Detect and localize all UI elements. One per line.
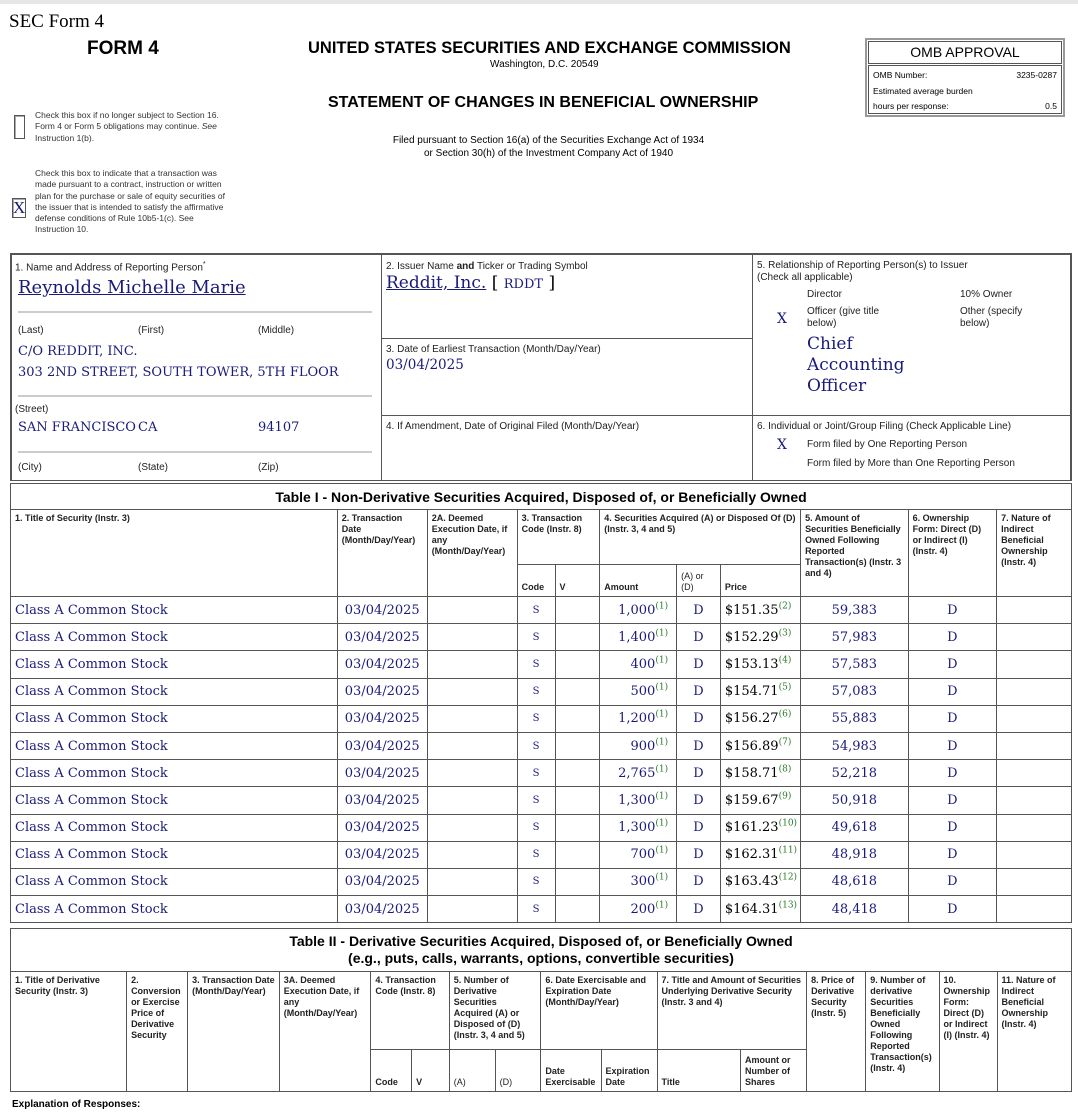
- amount-owned: 50,918: [801, 787, 909, 814]
- amount-owned: 48,918: [801, 841, 909, 868]
- amount-owned: 57,583: [801, 651, 909, 678]
- table-row: [11, 896, 1072, 923]
- t2-sub-v: V: [412, 1050, 450, 1092]
- table-row: [11, 868, 1072, 895]
- ownership-form: D: [908, 760, 997, 787]
- nature-of-ownership: [997, 705, 1072, 732]
- address-line1: C/O REDDIT, INC.: [18, 344, 138, 359]
- nature-of-ownership: [997, 868, 1072, 895]
- transaction-code: S: [517, 760, 555, 787]
- explanation-heading: Explanation of Responses:: [12, 1099, 141, 1110]
- transaction-date: 03/04/2025: [337, 651, 427, 678]
- street-label: (Street): [15, 404, 49, 415]
- nature-of-ownership: [997, 841, 1072, 868]
- nature-of-ownership: [997, 732, 1072, 759]
- footnote-ref: (2): [778, 601, 792, 612]
- transaction-code: S: [517, 705, 555, 732]
- transaction-date: 03/04/2025: [337, 868, 427, 895]
- omb-approval-box: [865, 38, 1065, 117]
- t1-col-deemed: 2A. Deemed Execution Date, if any (Month/Day/Year): [427, 510, 517, 597]
- acquired-or-disposed: D: [677, 651, 721, 678]
- table-row: [11, 624, 1072, 651]
- v-flag: [555, 841, 600, 868]
- transaction-code: S: [517, 624, 555, 651]
- transaction-date: 03/04/2025: [337, 624, 427, 651]
- amount: 1,300$^{(1)}$: [600, 787, 677, 814]
- security-title: Class A Common Stock: [11, 624, 338, 651]
- price: $154.71$^{(5)}$: [720, 678, 800, 705]
- footnote-ref: (5): [778, 682, 792, 693]
- v-flag: [555, 651, 600, 678]
- one-person-checkmark: X: [777, 437, 787, 453]
- other-option: Other (specify below): [960, 306, 1023, 329]
- t1-sub-a-or-d: (A) or (D): [677, 565, 721, 597]
- first-label: (First): [138, 325, 165, 336]
- t1-sub-price: Price: [720, 565, 800, 597]
- t1-col-owned: 5. Amount of Securities Beneficially Owned Following Reported Transaction(s) (Instr. 3 and 4): [801, 510, 909, 597]
- ownership-form: D: [908, 597, 997, 624]
- ownership-form: D: [908, 624, 997, 651]
- ownership-form: D: [908, 896, 997, 923]
- transaction-date: 03/04/2025: [337, 841, 427, 868]
- table-row: [11, 814, 1072, 841]
- footnote-ref: (6): [778, 710, 792, 721]
- earliest-transaction-date: 03/04/2025: [386, 357, 464, 373]
- amount: 200$^{(1)}$: [600, 896, 677, 923]
- nature-of-ownership: [997, 597, 1072, 624]
- transaction-date: 03/04/2025: [337, 705, 427, 732]
- v-flag: [555, 760, 600, 787]
- omb-number-label: OMB Number:: [873, 70, 928, 80]
- deemed-date: [427, 705, 517, 732]
- price: $156.27$^{(6)}$: [720, 705, 800, 732]
- text-post: Instruction 1(b).: [35, 132, 95, 143]
- t1-col-form: 6. Ownership Form: Direct (D) or Indirect (I) (Instr. 4): [908, 510, 997, 597]
- transaction-date: 03/04/2025: [337, 760, 427, 787]
- amount-owned: 48,618: [801, 868, 909, 895]
- amount: 2,765$^{(1)}$: [600, 760, 677, 787]
- footnote-ref: (1): [655, 818, 669, 829]
- acquired-or-disposed: D: [677, 760, 721, 787]
- divider: [18, 395, 372, 397]
- t2-sub-code: Code: [371, 1050, 412, 1092]
- ownership-form: D: [908, 868, 997, 895]
- t2-col-owned: 9. Number of derivative Securities Beneficially Owned Following Reported Transaction(s) (Instr. 4): [866, 972, 939, 1092]
- zip-value: 94107: [258, 420, 300, 435]
- deemed-date: [427, 841, 517, 868]
- table-row: [11, 787, 1072, 814]
- t2-sub-amount: Amount or Number of Shares: [740, 1050, 806, 1092]
- issuer-line: [386, 273, 555, 293]
- text-see: See: [201, 121, 217, 132]
- reporting-person-name-link[interactable]: Reynolds Michelle Marie: [18, 277, 246, 298]
- transaction-date: 03/04/2025: [337, 678, 427, 705]
- table-derivative: [10, 928, 1072, 1092]
- footnote-ref: (1): [655, 710, 669, 721]
- box6-label: 6. Individual or Joint/Group Filing (Check Applicable Line): [757, 421, 1012, 432]
- transaction-code: S: [517, 896, 555, 923]
- zip-label: (Zip): [258, 462, 279, 473]
- city-label: (City): [18, 462, 42, 473]
- v-flag: [555, 678, 600, 705]
- rule-10b5-checkbox[interactable]: X: [13, 198, 26, 217]
- deemed-date: [427, 896, 517, 923]
- footnote-ref: (10): [778, 818, 798, 829]
- officer-option: Officer (give title below): [807, 306, 880, 329]
- security-title: Class A Common Stock: [11, 705, 338, 732]
- acquired-or-disposed: D: [677, 624, 721, 651]
- filed-pursuant-line2: or Section 30(h) of the Investment Company Act of 1940: [423, 147, 674, 159]
- footnote-ref: (1): [655, 845, 669, 856]
- transaction-code: S: [517, 732, 555, 759]
- omb-title: OMB APPROVAL: [868, 41, 1062, 64]
- last-label: (Last): [18, 325, 44, 336]
- transaction-date: 03/04/2025: [337, 896, 427, 923]
- state-value: CA: [138, 420, 158, 435]
- security-title: Class A Common Stock: [11, 760, 338, 787]
- document-title: SEC Form 4: [9, 11, 105, 32]
- price: $153.13$^{(4)}$: [720, 651, 800, 678]
- t2-col-underlying: 7. Title and Amount of Securities Underlying Derivative Security (Instr. 3 and 4): [657, 972, 807, 1050]
- footnote-ref: (1): [655, 873, 669, 884]
- transaction-code: S: [517, 868, 555, 895]
- amount-owned: 59,383: [801, 597, 909, 624]
- t2-col-nature: 11. Nature of Indirect Beneficial Ownership (Instr. 4): [997, 972, 1071, 1092]
- deemed-date: [427, 814, 517, 841]
- acquired-or-disposed: D: [677, 896, 721, 923]
- footnote-ref: (11): [778, 845, 798, 856]
- ownership-form: D: [908, 814, 997, 841]
- nature-of-ownership: [997, 678, 1072, 705]
- ownership-form: D: [908, 705, 997, 732]
- omb-hours-value: 0.5: [1045, 101, 1057, 111]
- acquired-or-disposed: D: [677, 787, 721, 814]
- footnote-ref: (1): [655, 764, 669, 775]
- amount-owned: 49,618: [801, 814, 909, 841]
- t2-col-form: 10. Ownership Form: Direct (D) or Indirect (I) (Instr. 4): [939, 972, 997, 1092]
- footnote-ref: (1): [655, 791, 669, 802]
- agency-location: Washington, D.C. 20549: [490, 59, 599, 70]
- one-person-option: Form filed by One Reporting Person: [807, 439, 968, 450]
- deemed-date: [427, 868, 517, 895]
- nature-of-ownership: [997, 651, 1072, 678]
- city-value: SAN FRANCISCO: [18, 420, 136, 435]
- security-title: Class A Common Stock: [11, 868, 338, 895]
- v-flag: [555, 787, 600, 814]
- deemed-date: [427, 787, 517, 814]
- amount-owned: 57,083: [801, 678, 909, 705]
- transaction-code: S: [517, 678, 555, 705]
- t1-col-date: 2. Transaction Date (Month/Day/Year): [337, 510, 427, 597]
- reporting-person-box: [10, 253, 382, 481]
- nature-of-ownership: [997, 624, 1072, 651]
- omb-burden-label: Estimated average burden: [873, 85, 973, 96]
- state-label: (State): [138, 462, 169, 473]
- transaction-date: 03/04/2025: [337, 597, 427, 624]
- transaction-date: 03/04/2025: [337, 787, 427, 814]
- footnote-ref: (9): [778, 791, 792, 802]
- acquired-or-disposed: D: [677, 705, 721, 732]
- deemed-date: [427, 678, 517, 705]
- t2-sub-title: Title: [657, 1050, 740, 1092]
- security-title: Class A Common Stock: [11, 787, 338, 814]
- text-pre: Check this box if no longer subject to Section 16. Form 4 or Form 5 obligations may continue.: [35, 110, 219, 132]
- price: $151.35$^{(2)}$: [720, 597, 800, 624]
- middle-label: (Middle): [258, 325, 295, 336]
- security-title: Class A Common Stock: [11, 841, 338, 868]
- v-flag: [555, 705, 600, 732]
- acquired-or-disposed: D: [677, 814, 721, 841]
- footnote-ref: (1): [655, 628, 669, 639]
- v-flag: [555, 732, 600, 759]
- earliest-transaction-box: [381, 338, 753, 416]
- t2-sub-a: (A): [449, 1050, 495, 1092]
- v-flag: [555, 597, 600, 624]
- security-title: Class A Common Stock: [11, 896, 338, 923]
- acquired-or-disposed: D: [677, 841, 721, 868]
- t2-sub-date-exercisable: Date Exercisable: [541, 1050, 601, 1092]
- table-row: [11, 678, 1072, 705]
- officer-title: Chief Accounting Officer: [807, 334, 905, 396]
- t2-col-title: 1. Title of Derivative Security (Instr. 3): [11, 972, 127, 1092]
- filing-type-box: [752, 415, 1072, 481]
- table-row: [11, 597, 1072, 624]
- ticker-symbol: RDDT: [503, 277, 544, 292]
- amount: 400$^{(1)}$: [600, 651, 677, 678]
- table1-body: [11, 597, 1072, 923]
- omb-hours-label: hours per response:: [873, 101, 949, 111]
- ownership-form: D: [908, 651, 997, 678]
- officer-checkmark: X: [777, 311, 787, 327]
- t2-col-number: 5. Number of Derivative Securities Acquired (A) or Disposed of (D) (Instr. 3, 4 and 5): [449, 972, 541, 1050]
- issuer-box: [381, 253, 753, 339]
- address-line2: 303 2ND STREET, SOUTH TOWER, 5TH FLOOR: [18, 365, 339, 380]
- footnote-ref: (1): [655, 737, 669, 748]
- amount-owned: 54,983: [801, 732, 909, 759]
- footnote-ref: (13): [778, 900, 798, 911]
- filed-pursuant: [376, 135, 721, 160]
- footnote-ref: (1): [655, 655, 669, 666]
- deemed-date: [427, 651, 517, 678]
- t1-col-title: 1. Title of Security (Instr. 3): [11, 510, 338, 597]
- rule-10b5-text: Check this box to indicate that a transaction was made pursuant to a contract, instruction or written plan for the purchase or sale of equity securities of the issuer that is intended to satisfy the affirmative defense conditions of Rule 10b5-1(c). See Instruction 10.: [35, 168, 225, 235]
- transaction-code: S: [517, 841, 555, 868]
- amount: 1,300$^{(1)}$: [600, 814, 677, 841]
- transaction-code: S: [517, 651, 555, 678]
- t1-col-acquired: 4. Securities Acquired (A) or Disposed Of (D) (Instr. 3, 4 and 5): [600, 510, 801, 565]
- footnote-ref: (8): [778, 764, 792, 775]
- price: $161.23$^{(10)}$: [720, 814, 800, 841]
- amount-owned: 48,418: [801, 896, 909, 923]
- v-flag: [555, 868, 600, 895]
- no-longer-subject-checkbox[interactable]: [14, 115, 25, 139]
- footnote-ref: (4): [778, 655, 792, 666]
- box2-label: 2. Issuer Name and Ticker or Trading Symbol: [386, 261, 588, 272]
- transaction-code: S: [517, 814, 555, 841]
- price: $158.71$^{(8)}$: [720, 760, 800, 787]
- t2-col-code: 4. Transaction Code (Instr. 8): [371, 972, 449, 1050]
- footnote-ref: (3): [778, 628, 792, 639]
- table-non-derivative: [10, 483, 1072, 923]
- v-flag: [555, 814, 600, 841]
- price: $152.29$^{(3)}$: [720, 624, 800, 651]
- transaction-date: 03/04/2025: [337, 732, 427, 759]
- amount-owned: 57,983: [801, 624, 909, 651]
- deemed-date: [427, 624, 517, 651]
- transaction-code: S: [517, 597, 555, 624]
- form-label: FORM 4: [87, 38, 159, 59]
- deemed-date: [427, 597, 517, 624]
- ticker-open: [: [491, 273, 504, 293]
- transaction-date: 03/04/2025: [337, 814, 427, 841]
- footnote-ref: (1): [655, 601, 669, 612]
- amount: 1,200$^{(1)}$: [600, 705, 677, 732]
- t2-col-deemed: 3A. Deemed Execution Date, if any (Month/Day/Year): [279, 972, 371, 1092]
- table1-title: Table I - Non-Derivative Securities Acquired, Disposed of, or Beneficially Owned: [11, 484, 1072, 510]
- deemed-date: [427, 760, 517, 787]
- omb-details: [868, 65, 1062, 114]
- multiple-persons-option: Form filed by More than One Reporting Person: [807, 458, 1015, 469]
- ownership-form: D: [908, 787, 997, 814]
- t2-col-exercisable: 6. Date Exercisable and Expiration Date (Month/Day/Year): [541, 972, 657, 1050]
- divider: [18, 451, 372, 453]
- amount: 1,000$^{(1)}$: [600, 597, 677, 624]
- t1-sub-code: Code: [517, 565, 555, 597]
- footnote-ref: (1): [655, 900, 669, 911]
- t2-col-date: 3. Transaction Date (Month/Day/Year): [188, 972, 280, 1092]
- table2-title: Table II - Derivative Securities Acquired, Disposed of, or Beneficially Owned (e.g., puts, calls, warrants, options, convertible securities): [11, 929, 1072, 972]
- amount: 700$^{(1)}$: [600, 841, 677, 868]
- amount-owned: 55,883: [801, 705, 909, 732]
- box4-label: 4. If Amendment, Date of Original Filed (Month/Day/Year): [386, 421, 640, 432]
- t1-sub-v: V: [555, 565, 600, 597]
- footnote-ref: (7): [778, 737, 792, 748]
- deemed-date: [427, 732, 517, 759]
- amount: 500$^{(1)}$: [600, 678, 677, 705]
- acquired-or-disposed: D: [677, 732, 721, 759]
- v-flag: [555, 896, 600, 923]
- box1-label: 1. Name and Address of Reporting Person*: [15, 261, 206, 274]
- t2-sub-expiration: Expiration Date: [601, 1050, 657, 1092]
- price: $162.31$^{(11)}$: [720, 841, 800, 868]
- acquired-or-disposed: D: [677, 678, 721, 705]
- relationship-box: [752, 253, 1072, 416]
- ten-percent-owner-option: 10% Owner: [960, 289, 1013, 300]
- security-title: Class A Common Stock: [11, 678, 338, 705]
- table-row: [11, 841, 1072, 868]
- amount: 300$^{(1)}$: [600, 868, 677, 895]
- amount: 900$^{(1)}$: [600, 732, 677, 759]
- nature-of-ownership: [997, 896, 1072, 923]
- box5-label: 5. Relationship of Reporting Person(s) to Issuer (Check all applicable): [757, 260, 968, 283]
- amendment-box: [381, 415, 753, 481]
- table-row: [11, 732, 1072, 759]
- issuer-name-link[interactable]: Reddit, Inc.: [386, 273, 487, 293]
- footnote-ref: (12): [778, 873, 798, 884]
- top-border: [0, 0, 1078, 4]
- omb-number-value: 3235-0287: [1016, 70, 1057, 80]
- filed-pursuant-line1: Filed pursuant to Section 16(a) of the Securities Exchange Act of 1934: [392, 135, 705, 146]
- security-title: Class A Common Stock: [11, 597, 338, 624]
- ownership-form: D: [908, 841, 997, 868]
- ticker-close: ]: [543, 273, 556, 293]
- divider: [18, 311, 372, 313]
- price: $163.43$^{(12)}$: [720, 868, 800, 895]
- amount-owned: 52,218: [801, 760, 909, 787]
- price: $164.31$^{(13)}$: [720, 896, 800, 923]
- t2-col-price: 8. Price of Derivative Security (Instr. 5): [807, 972, 866, 1092]
- t1-sub-amount: Amount: [600, 565, 677, 597]
- t2-sub-d: (D): [495, 1050, 541, 1092]
- price: $156.89$^{(7)}$: [720, 732, 800, 759]
- footnote-ref: (1): [655, 682, 669, 693]
- t1-col-code: 3. Transaction Code (Instr. 8): [517, 510, 600, 565]
- price: $159.67$^{(9)}$: [720, 787, 800, 814]
- v-flag: [555, 624, 600, 651]
- table-row: [11, 760, 1072, 787]
- nature-of-ownership: [997, 814, 1072, 841]
- table-row: [11, 651, 1072, 678]
- transaction-code: S: [517, 787, 555, 814]
- table-row: [11, 705, 1072, 732]
- ownership-form: D: [908, 732, 997, 759]
- no-longer-subject-text: [35, 110, 235, 144]
- nature-of-ownership: [997, 760, 1072, 787]
- acquired-or-disposed: D: [677, 597, 721, 624]
- nature-of-ownership: [997, 787, 1072, 814]
- director-option: Director: [807, 289, 843, 300]
- amount: 1,400$^{(1)}$: [600, 624, 677, 651]
- ownership-form: D: [908, 678, 997, 705]
- security-title: Class A Common Stock: [11, 814, 338, 841]
- statement-title: STATEMENT OF CHANGES IN BENEFICIAL OWNERSHIP: [328, 94, 759, 111]
- t1-col-nature: 7. Nature of Indirect Beneficial Ownership (Instr. 4): [997, 510, 1072, 597]
- security-title: Class A Common Stock: [11, 732, 338, 759]
- acquired-or-disposed: D: [677, 868, 721, 895]
- box3-label: 3. Date of Earliest Transaction (Month/Day/Year): [386, 344, 601, 355]
- t2-col-conversion: 2. Conversion or Exercise Price of Derivative Security: [127, 972, 188, 1092]
- agency-name: UNITED STATES SECURITIES AND EXCHANGE COMMISSION: [308, 39, 791, 57]
- security-title: Class A Common Stock: [11, 651, 338, 678]
